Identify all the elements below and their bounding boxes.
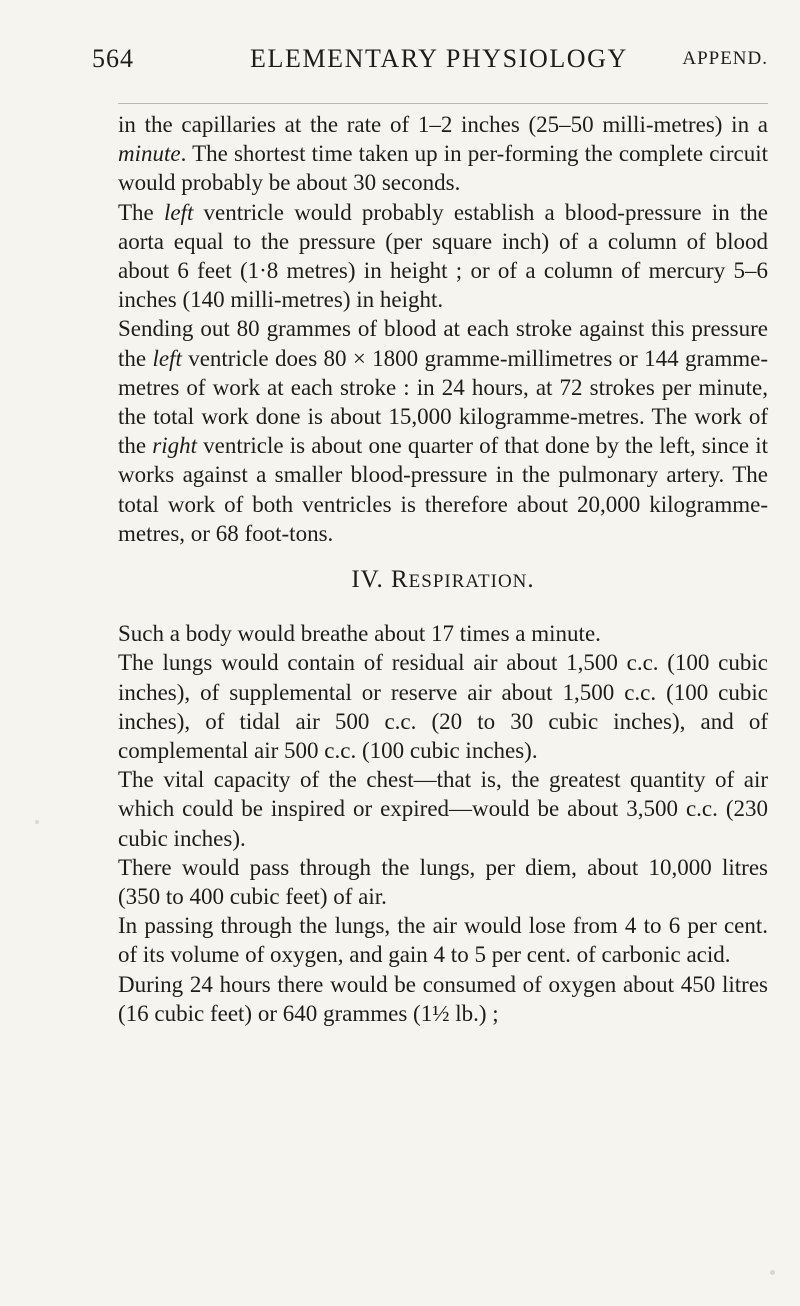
italic-run: left [152, 345, 182, 371]
paragraph [118, 765, 768, 853]
text-run: ventricle would probably establish a blood-pressure in the aorta equal to the pressure (per square inch) of a column of blood about 6 feet (1·8 metres) in height ; or of a column of mercury 5–6 inches (140 milli-metres) in height. [118, 199, 768, 313]
text-run: Such a body would breathe about 17 times a minute. [118, 621, 601, 647]
italic-run: right [152, 433, 197, 459]
smallcaps-run: ESPIRATION [408, 571, 528, 593]
text-run: The vital capacity of the chest—that is, the greatest quantity of air which could be inspired or expired—would be about 3,500 c.c. (230 cubic inches). [118, 767, 768, 851]
paragraph [118, 970, 768, 1028]
text-run: During 24 hours there would be consumed of oxygen about 450 litres (16 cubic feet) or 640 grammes (1½ lb.) ; [118, 971, 768, 1026]
paragraph [118, 198, 768, 315]
text-run: ventricle does 80 × 1800 gramme-millimetres or 144 gramme-metres of work at each stroke : in 24 hours, at 72 strokes per minute, the total work done is about 15,000 kilogramme-metres. The work of the [118, 345, 768, 459]
paragraph [118, 314, 768, 548]
text-run: ventricle is about one quarter of that done by the left, since it works against a smaller blood-pressure in the pulmonary artery. The total work of both ventricles is therefore about 20,000 kilogramme-metres, or 68 foot-tons. [118, 433, 768, 546]
running-head-append: APPEND. [682, 48, 768, 69]
paragraph [118, 911, 768, 969]
text-run: The lungs would contain of residual air about 1,500 c.c. (100 cubic inches), of supplemental or reserve air about 1,500 c.c. (100 cubic inches), of tidal air 500 c.c. (20 to 30 cubic inches), and of complemental air 500 c.c. (100 cubic inches). [118, 650, 768, 764]
section-heading [118, 565, 768, 596]
paper-blemish [770, 1270, 775, 1275]
italic-run: left [163, 199, 194, 225]
paper-blemish [35, 820, 39, 824]
running-head [92, 44, 768, 80]
text-run: Sending out 80 grammes of blood at each stroke against this pressure the [118, 316, 768, 371]
italic-run: minute [118, 141, 181, 167]
running-title: ELEMENTARY PHYSIOLOGY [250, 44, 628, 73]
body-text [118, 110, 768, 1028]
text-run: . [527, 566, 535, 594]
paragraph [118, 853, 768, 911]
text-run: There would pass through the lungs, per diem, about 10,000 litres (350 to 400 cubic feet) of air. [118, 854, 768, 910]
page-number: 564 [92, 44, 134, 73]
header-rule [118, 103, 768, 104]
text-run: . The shortest time taken up in per-forming the complete circuit would probably be about 30 seconds. [118, 141, 768, 196]
paragraph [118, 619, 768, 648]
text-run: IV. R [351, 566, 409, 594]
text-run: in the capillaries at the rate of 1–2 inches (25–50 milli-metres) in a [118, 112, 768, 137]
text-run: The [118, 199, 164, 225]
paragraph [118, 110, 768, 198]
paragraph [118, 648, 768, 765]
text-run: In passing through the lungs, the air would lose from 4 to 6 per cent. of its volume of oxygen, and gain 4 to 5 per cent. of carbonic acid. [118, 913, 768, 968]
